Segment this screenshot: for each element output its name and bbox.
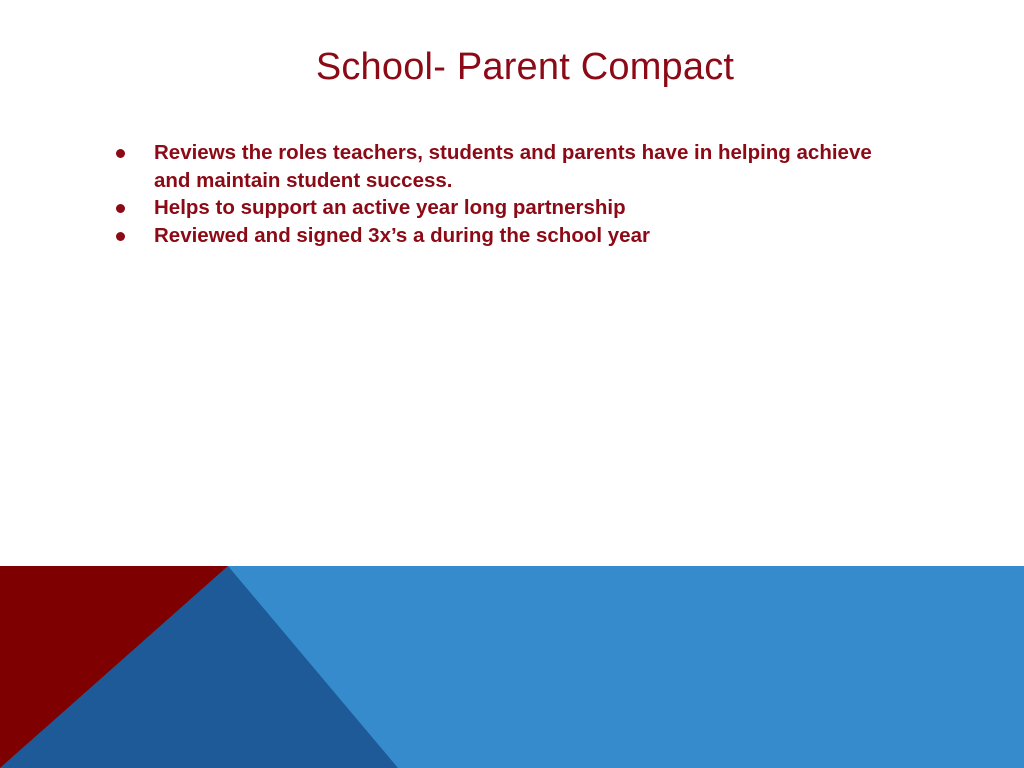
bullet-dot-icon — [116, 204, 125, 213]
bullet-text: Reviewed and signed 3x’s a during the school year — [154, 223, 650, 247]
bullet-text: Helps to support an active year long partnership — [154, 196, 626, 219]
bullet-item — [113, 222, 893, 250]
bullet-dot-icon — [116, 232, 125, 241]
slide-title: School- Parent Compact — [315, 46, 735, 88]
bullet-item — [113, 194, 893, 222]
bullet-list — [113, 139, 893, 249]
bullet-dot-icon — [116, 149, 125, 158]
bullet-item — [113, 139, 893, 194]
bullet-text: Reviews the roles teachers, students and parents have in helping achieve and maintain student success. — [154, 141, 872, 192]
decorative-footer-band — [0, 566, 1024, 768]
